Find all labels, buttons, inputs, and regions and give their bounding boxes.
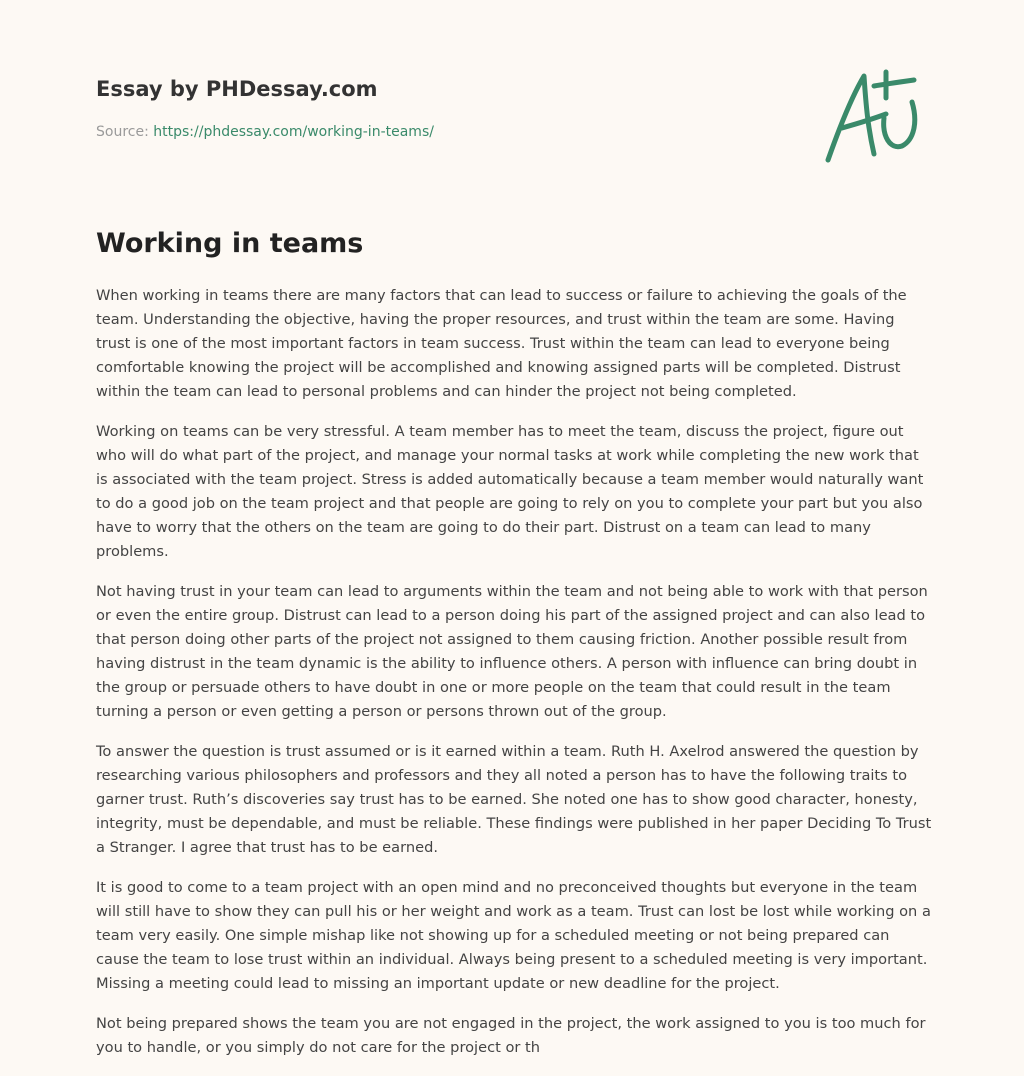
source-label: Source: — [96, 124, 149, 140]
source-line — [96, 122, 776, 142]
a-plus-logo-graphic — [820, 66, 930, 166]
a-plus-logo — [820, 66, 930, 166]
essay-paragraph: Not having trust in your team can lead to arguments within the team and not being able to work with that person or even the entire group. Distrust can lead to a person doing his part of the assigned project and can also lead to that person doing other parts of the project not assigned to them causing friction. Another possible result from having distrust in the team dynamic is the ability to influence others. A person with influence can bring doubt in the group or persuade others to have doubt in one or more people on the team that could result in the team turning a person or even getting a person or persons thrown out of the group. — [96, 583, 928, 720]
essay-body — [96, 284, 932, 1076]
essay-paragraph: To answer the question is trust assumed or is it earned within a team. Ruth H. Axelrod answered the question by researching various philosophers and professors and they all noted a person has to have the following traits to garner trust. Ruth’s discoveries say trust has to be earned. She noted one has to show good character, honesty, integrity, must be dependable, and must be reliable. These findings were published in her paper Deciding To Trust a Stranger. I agree that trust has to be earned. — [96, 743, 932, 856]
essay-paragraph: Not being prepared shows the team you are not engaged in the project, the work assigned to you is too much for you to handle, or you simply do not care for the project or th — [96, 1015, 926, 1056]
essay-paragraph: It is good to come to a team project with an open mind and no preconceived thoughts but everyone in the team will still have to show they can pull his or her weight and work as a team. Trust can lost be lost while working on a team very easily. One simple mishap like not showing up for a scheduled meeting or not being prepared can cause the team to lose trust within an individual. Always being present to a scheduled meeting is very important. Missing a meeting could lead to missing an important update or new deadline for the project. — [96, 879, 931, 992]
essay-header — [96, 74, 776, 142]
essay-paragraph: When working in teams there are many factors that can lead to success or failure to achieving the goals of the team. Understanding the objective, having the proper resources, and trust within the team are some. Having trust is one of the most important factors in team success. Trust within the team can lead to everyone being comfortable knowing the project will be accomplished and knowing assigned parts will be completed. Distrust within the team can lead to personal problems and can hinder the project not being completed. — [96, 287, 907, 400]
essay-title: Working in teams — [96, 228, 364, 259]
site-title: Essay by PHDessay.com — [96, 77, 378, 101]
essay-paragraph: Working on teams can be very stressful. A team member has to meet the team, discuss the project, figure out who will do what part of the project, and manage your normal tasks at work while completing the new work that is associated with the team project. Stress is added automatically because a team member would naturally want to do a good job on the team project and that people are going to rely on you to complete your part but you also have to worry that the others on the team are going to do their part. Distrust on a team can lead to many problems. — [96, 423, 924, 560]
source-link[interactable]: https://phdessay.com/working-in-teams/ — [153, 124, 434, 140]
